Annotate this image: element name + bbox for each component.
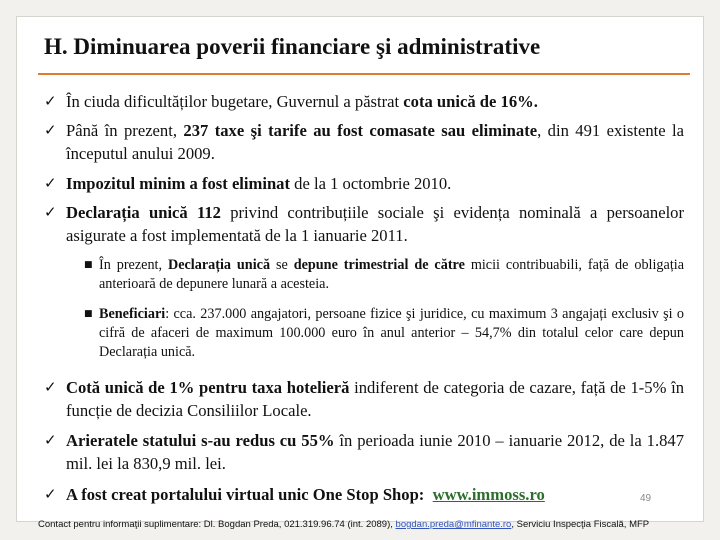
square-bullet-icon: ■	[84, 309, 93, 319]
sub-bullet-text: micii contribuabili, față de obligația anterioară de depunere lunară a acesteia.	[99, 257, 685, 292]
bullet-text: Până în prezent,	[66, 121, 184, 140]
checkmark-icon: ✓	[44, 121, 57, 139]
footer-contact	[38, 519, 649, 530]
sub-bullet-item	[84, 305, 684, 362]
bullet-bold-text: 237 taxe şi tarife au fost comasate sau eliminate	[183, 121, 538, 140]
sub-bullet-text: se	[270, 257, 294, 273]
sub-bullet-bold-text: depune trimestrial de către	[293, 257, 465, 273]
bullet-bold-text: Declarația unică 112	[66, 203, 221, 222]
bullet-text: În ciuda dificultăților bugetare, Guvernul a păstrat	[66, 92, 404, 111]
bullet-item	[44, 201, 684, 247]
bullet-bold-text: A fost creat portalului virtual unic One Stop Shop:	[66, 485, 425, 504]
sub-bullet-text: : cca. 237.000 angajatori, persoane fizice şi juridice, cu maximum 3 angajați exclusiv şi o cifră de afaceri de maximum 100.000 euro în anul anterior – 54,7% din totalul celor care depun Declarația unică.	[99, 306, 684, 360]
checkmark-icon: ✓	[44, 203, 57, 221]
bullet-text: , din 491 existente la începutul anului 2009.	[66, 121, 684, 163]
email-link[interactable]: bogdan.preda@mfinante.ro	[395, 519, 512, 530]
page-number: 49	[640, 493, 652, 504]
checkmark-icon: ✓	[44, 174, 57, 192]
bullet-item	[44, 376, 684, 422]
bullet-item	[44, 119, 684, 165]
bullet-item	[44, 172, 684, 195]
checkmark-icon: ✓	[44, 92, 57, 110]
bullet-bold-text: Arieratele statului s-au redus cu 55%	[66, 431, 335, 450]
square-bullet-icon: ■	[84, 260, 93, 270]
sub-bullet-item	[84, 256, 685, 294]
bullet-text: privind contribuțiile sociale şi evidența nominală a persoanelor asigurate a fost implementată de la 1 ianuarie 2011.	[66, 203, 685, 245]
bullet-text: în perioada iunie 2010 – ianuarie 2012, de la 1.847 mil. lei la 830,9 mil. lei.	[66, 431, 684, 473]
sub-bullet-bold-text: Declarația unică	[167, 257, 271, 273]
bullet-text: indiferent de categoria de cazare, față de 1-5% în funcție de decizia Consiliilor Locale.	[66, 378, 685, 420]
checkmark-icon: ✓	[44, 378, 57, 396]
bullet-bold-text: Cotă unică de 1% pentru taxa hotelieră	[66, 378, 350, 397]
bullet-item	[44, 90, 684, 113]
sub-bullet-text: În prezent,	[99, 257, 168, 273]
sub-bullet-bold-text: Beneficiari	[99, 306, 166, 322]
page-title: H. Diminuarea poverii financiare şi administrative	[44, 34, 541, 59]
bullet-item	[44, 429, 684, 475]
bullet-text: de la 1 octombrie 2010.	[290, 174, 452, 193]
title-divider	[38, 73, 690, 75]
footer-text: , Serviciu Inspecţia Fiscală, MFP	[511, 519, 650, 530]
bullet-bold-text: Impozitul minim a fost eliminat	[66, 174, 291, 193]
bullet-item	[44, 483, 684, 506]
footer-text: Contact pentru informaţii suplimentare: Dl. Bogdan Preda, 021.319.96.74 (int. 2089),	[38, 519, 396, 530]
checkmark-icon: ✓	[44, 431, 57, 449]
checkmark-icon: ✓	[44, 485, 57, 503]
portal-link[interactable]: www.immoss.ro	[432, 485, 545, 504]
bullet-bold-text: cota unică de 16%.	[403, 92, 538, 111]
